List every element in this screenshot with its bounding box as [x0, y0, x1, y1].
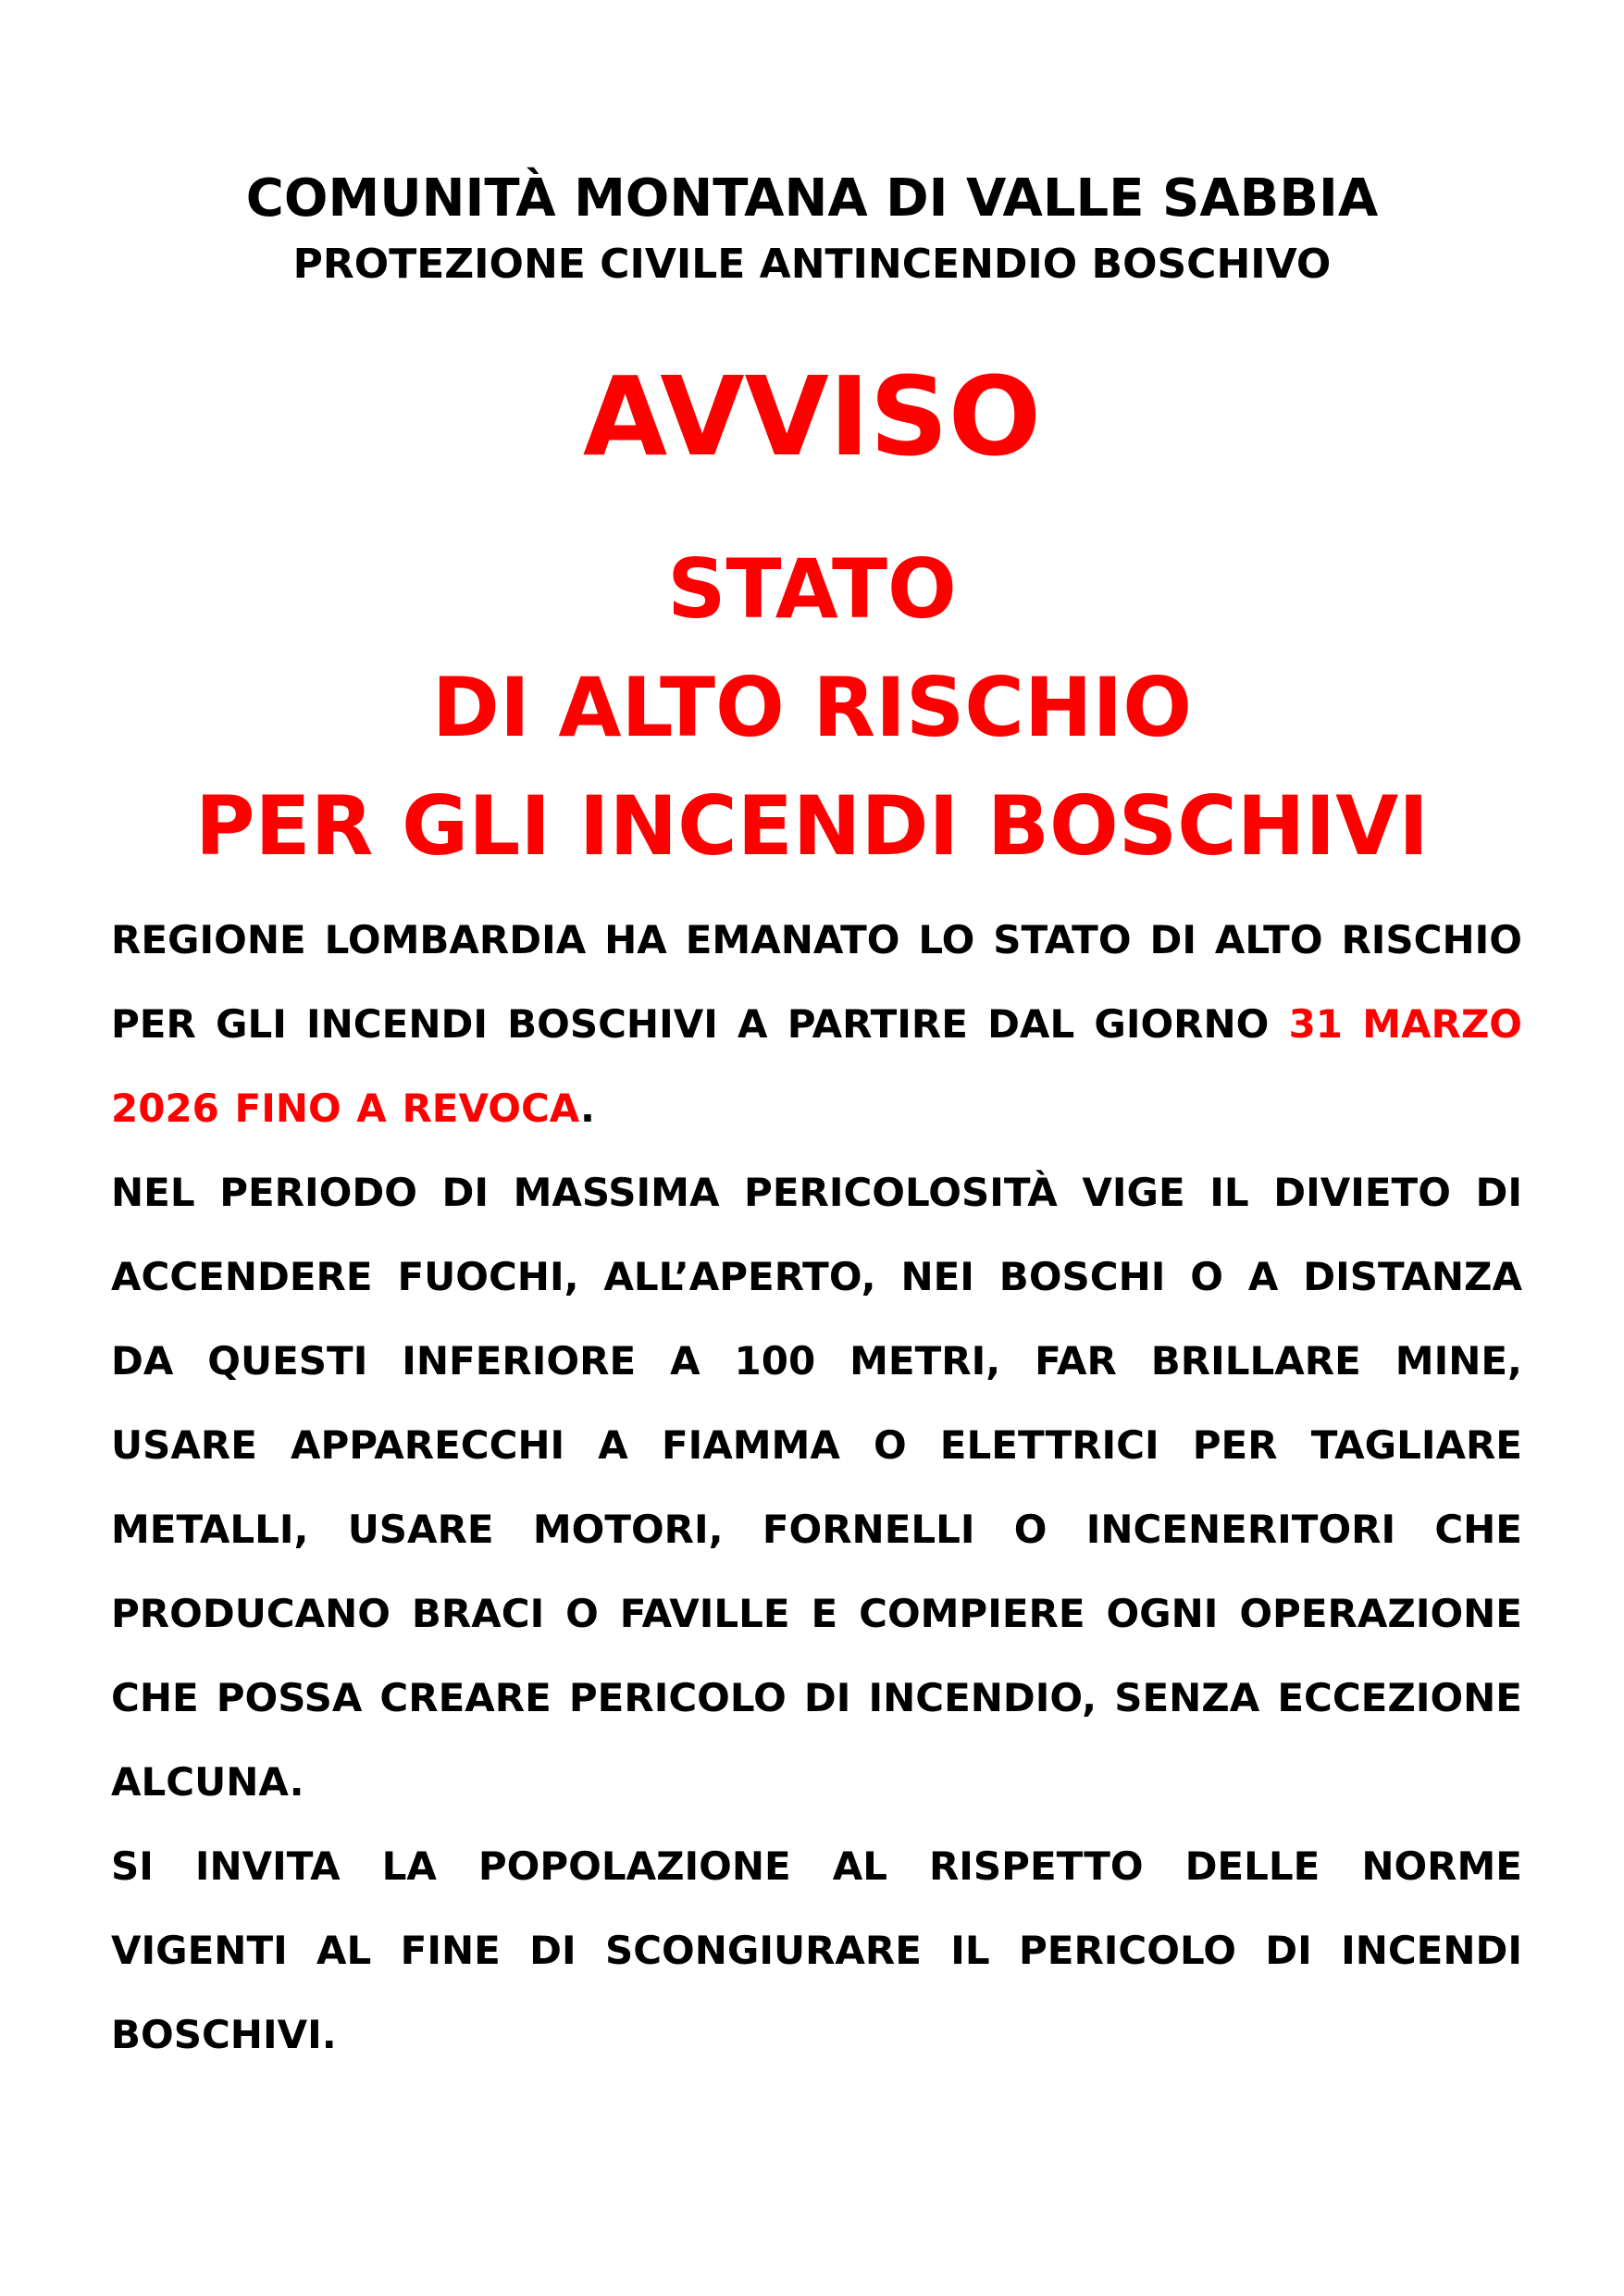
notice-headline	[0, 530, 1624, 886]
headline-line-1: STATO	[667, 541, 957, 637]
department-subtitle: PROTEZIONE CIVILE ANTINCENDIO BOSCHIVO	[292, 241, 1332, 288]
headline-line-2: DI ALTO RISCHIO	[431, 660, 1193, 755]
body-paragraph-3: SI INVITA LA POPOLAZIONE AL RISPETTO DELLE NORME VIGENTI AL FINE DI SCONGIURARE IL PERICOLO DI INCENDI BOSCHIVI.	[111, 1843, 1522, 2057]
organization-title: COMUNITÀ MONTANA DI VALLE SABBIA	[245, 168, 1379, 229]
notice-title: AVVISO	[582, 353, 1042, 480]
headline-line-3: PER GLI INCENDI BOSCHIVI	[195, 778, 1429, 874]
paragraph-1-text: REGIONE LOMBARDIA HA EMANATO LO STATO DI ALTO RISCHIO PER GLI INCENDI BOSCHIVI A PARTIRE DAL GIORNO	[111, 917, 1522, 1047]
date-highlight: 31 MARZO 2026 FINO A REVOCA	[111, 1001, 1522, 1131]
notice-body	[111, 898, 1522, 2077]
body-paragraph-1	[111, 898, 1522, 1150]
body-paragraph-2: NEL PERIODO DI MASSIMA PERICOLOSITÀ VIGE IL DIVIETO DI ACCENDERE FUOCHI, ALL’APERTO, NEI BOSCHI O A DISTANZA DA QUESTI INFERIORE A 100 METRI, FAR BRILLARE MINE, USARE APPARECCHI A FIAMMA O ELETTRICI PER TAGLIARE METALLI, USARE MOTORI, FORNELLI O INCENERITORI CHE PRODUCANO BRACI O FAVILLE E COMPIERE OGNI OPERAZIONE CHE POSSA CREARE PERICOLO DI INCENDIO, SENZA ECCEZIONE ALCUNA.	[111, 1170, 1522, 1805]
paragraph-1-end: .	[580, 1086, 596, 1131]
